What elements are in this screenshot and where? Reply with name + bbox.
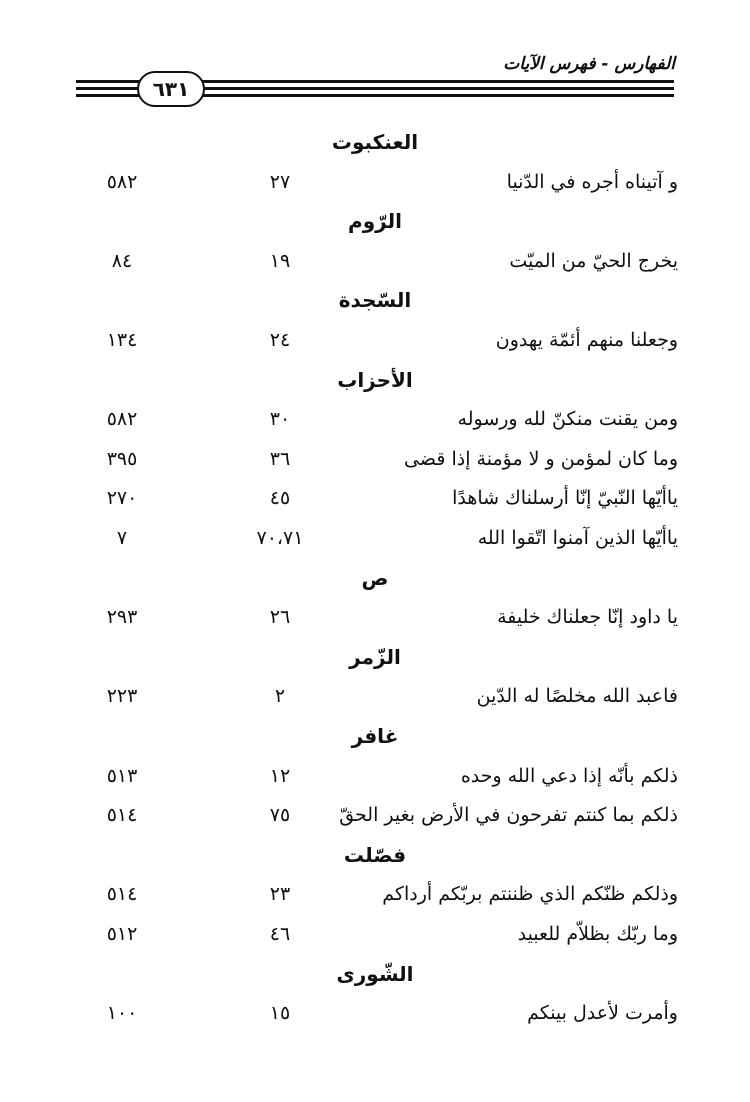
sura-heading: السّجدة — [338, 288, 412, 313]
ayah-number: ٣٦ — [269, 447, 291, 470]
ayah-number: ٢ — [274, 685, 286, 708]
page-reference: ٢٧٠ — [106, 487, 138, 510]
ayah-number: ٤٦ — [269, 923, 291, 945]
page-reference: ٨٤ — [111, 249, 133, 272]
ayah-number: ١٩ — [269, 249, 291, 272]
verse-text: و آتيناه أجره في الدّنيا — [506, 170, 678, 193]
page-reference: ١٣٤ — [106, 329, 138, 351]
ayah-number: ٢٦ — [269, 606, 291, 629]
verse-text: وما ربّك بظلاّم للعبيد — [517, 923, 678, 945]
verse-text: ياأيّها الذين آمنوا اتّقوا الله — [477, 527, 678, 549]
page-reference: ٥١٣ — [106, 764, 138, 787]
page-number: ٦٣١ — [152, 77, 190, 101]
verse-text: يخرج الحيّ من الميّت — [509, 249, 678, 272]
ayah-number: ٢٧ — [269, 170, 291, 193]
verse-text: فاعبد الله مخلصًا له الدّين — [476, 685, 678, 708]
verse-text: ذلكم بما كنتم تفرحون في الأرض بغير الحقّ — [339, 804, 678, 827]
ayah-number: ٣٠ — [269, 408, 291, 431]
page-reference: ٥١٤ — [106, 804, 138, 827]
ayah-number: ٢٣ — [269, 883, 291, 906]
page-reference: ٥١٤ — [106, 883, 138, 906]
sura-heading: العنكبوت — [331, 130, 419, 154]
page-number-badge — [137, 71, 205, 107]
page-reference: ٥٨٢ — [106, 408, 138, 431]
page-reference: ٧ — [116, 527, 128, 549]
page-reference: ٣٩٥ — [106, 447, 138, 470]
verse-text: وذلكم ظنّكم الذي ظننتم بربّكم أرداكم — [382, 883, 678, 906]
header-title: الفهارس - فهرس الآيات — [503, 54, 675, 74]
ayah-number: ١٢ — [269, 764, 291, 787]
sura-heading: الرّوم — [348, 209, 402, 234]
page-reference: ١٠٠ — [106, 1002, 138, 1025]
sura-heading: الزّمر — [349, 644, 401, 669]
verse-text: وجعلنا منهم أئمّة يهدون — [495, 329, 678, 351]
page-reference: ٥١٢ — [106, 923, 138, 945]
verse-text: وأمرت لأعدل بينكم — [527, 1002, 678, 1025]
ayah-number: ٧٥ — [269, 804, 291, 827]
ayah-number: ١٥ — [269, 1002, 291, 1025]
verse-text: ومن يقنت منكنّ لله ورسوله — [457, 408, 678, 431]
ayah-number: ٤٥ — [269, 487, 291, 510]
verse-text: وما كان لمؤمن و لا مؤمنة إذا قضى — [404, 447, 678, 470]
ayah-number: ٢٤ — [269, 329, 291, 351]
ayah-number: ٧٠،٧١ — [256, 527, 304, 549]
verse-text: ياأيّها النّبيّ إنّا أرسلناك شاهدًا — [452, 487, 678, 510]
verse-text: يا داود إنّا جعلناك خليفة — [497, 606, 678, 629]
sura-heading: الشّورى — [336, 961, 414, 986]
page-reference: ٢٢٣ — [106, 685, 138, 708]
page-reference: ٥٨٢ — [106, 170, 138, 193]
page-reference: ٢٩٣ — [106, 606, 138, 629]
sura-heading: فصّلت — [343, 842, 407, 867]
sura-heading: غافر — [351, 724, 399, 748]
sura-heading: الأحزاب — [337, 367, 413, 392]
verse-text: ذلكم بأنّه إذا دعي الله وحده — [460, 764, 678, 787]
sura-heading: ص — [361, 565, 389, 590]
